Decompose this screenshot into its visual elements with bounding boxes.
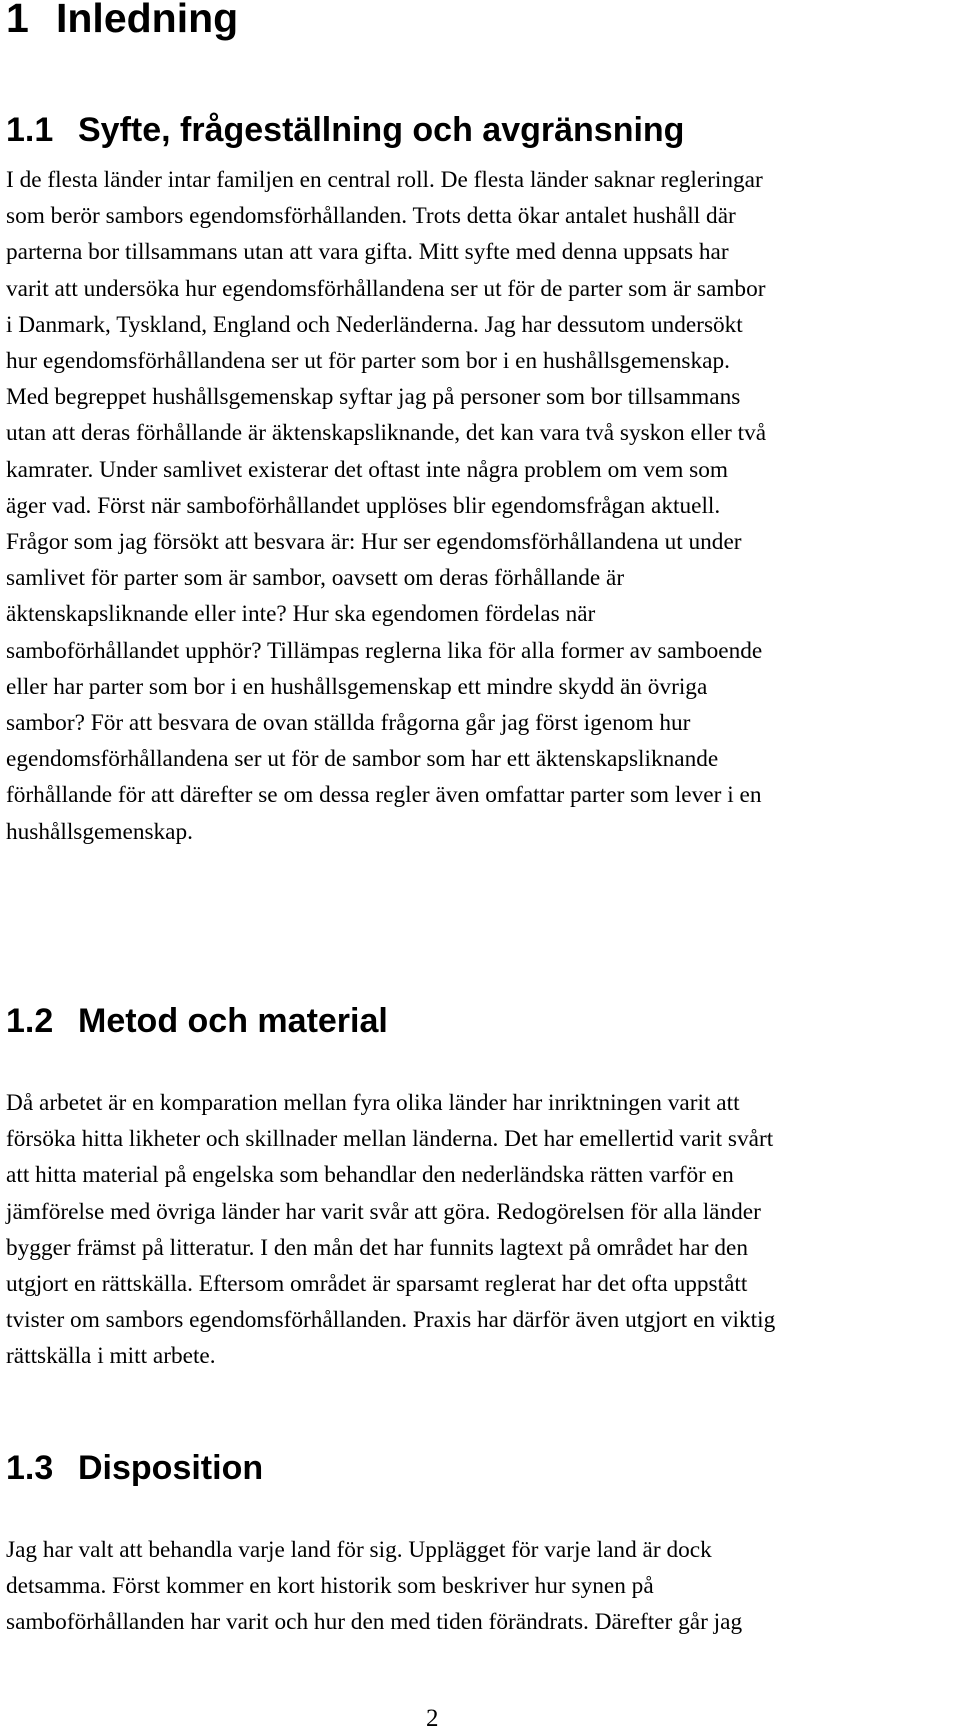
text-line: bygger främst på litteratur. I den mån det har funnits lagtext på området har den bbox=[6, 1234, 749, 1261]
text-line: samboförhållanden har varit och hur den med tiden förändrats. Därefter går jag bbox=[6, 1609, 743, 1636]
text-line: samboförhållandet upphör? Tillämpas reglerna lika för alla former av samboende bbox=[6, 637, 763, 664]
text-line: kamrater. Under samlivet existerar det oftast inte några problem om vem som bbox=[6, 456, 728, 483]
section-heading-syfte bbox=[6, 108, 684, 152]
text-line: hushållsgemenskap. bbox=[6, 818, 193, 845]
text-line: försöka hitta likheter och skillnader mellan länderna. Det har emellertid varit svårt bbox=[6, 1126, 774, 1153]
text-line: hur egendomsförhållandena ser ut för parter som bor i en hushållsgemenskap. bbox=[6, 348, 730, 375]
text-line: I de flesta länder intar familjen en central roll. De flesta länder saknar regleringar bbox=[6, 167, 763, 193]
chapter-title: Inledning bbox=[56, 0, 239, 41]
paragraph-metod bbox=[6, 1085, 956, 1375]
text-line: förhållande för att därefter se om dessa regler även omfattar parter som lever i en bbox=[6, 782, 762, 809]
text-line: att hitta material på engelska som behandlar den nederländska rätten varför en bbox=[6, 1162, 734, 1189]
text-line: äger vad. Först när samboförhållandet upplöses blir egendomsfrågan aktuell. bbox=[6, 492, 721, 519]
text-line: egendomsförhållandena ser ut för de sambor som har ett äktenskapsliknande bbox=[6, 746, 719, 773]
text-line: Med begreppet hushållsgemenskap syftar jag på personer som bor tillsammans bbox=[6, 384, 741, 411]
text-line: sambor? För att besvara de ovan ställda frågorna går jag först igenom hur bbox=[6, 710, 691, 737]
text-line: eller har parter som bor i en hushållsgemenskap ett mindre skydd än övriga bbox=[6, 673, 708, 700]
section-title: Metod och material bbox=[78, 1002, 388, 1040]
text-line: Frågor som jag försökt att besvara är: Hur ser egendomsförhållandena ut under bbox=[6, 529, 742, 556]
text-line: i Danmark, Tyskland, England och Nederländerna. Jag har dessutom undersökt bbox=[6, 311, 743, 338]
text-line: utan att deras förhållande är äktenskapsliknande, det kan vara två syskon eller två bbox=[6, 420, 767, 447]
section-title: Syfte, frågeställning och avgränsning bbox=[78, 111, 685, 149]
paragraph-disposition bbox=[6, 1532, 956, 1641]
page-number: 2 bbox=[426, 1705, 439, 1732]
section-heading-metod bbox=[6, 999, 388, 1043]
text-line: Jag har valt att behandla varje land för sig. Upplägget för varje land är dock bbox=[6, 1537, 712, 1563]
text-line: rättskälla i mitt arbete. bbox=[6, 1343, 216, 1370]
text-line: utgjort en rättskälla. Eftersom området är sparsamt reglerat har det ofta uppstått bbox=[6, 1271, 748, 1298]
section-number: 1.2 bbox=[6, 1002, 54, 1040]
chapter-heading bbox=[6, 0, 238, 46]
text-line: äktenskapsliknande eller inte? Hur ska egendomen fördelas när bbox=[6, 601, 596, 628]
section-heading-disposition bbox=[6, 1446, 263, 1490]
section-number: 1.1 bbox=[6, 111, 54, 149]
text-line: detsamma. Först kommer en kort historik som beskriver hur synen på bbox=[6, 1573, 654, 1600]
text-line: varit att undersöka hur egendomsförhållandena ser ut för de parter som är sambor bbox=[6, 275, 766, 302]
section-title: Disposition bbox=[78, 1449, 264, 1487]
text-line: som berör sambors egendomsförhållanden. Trots detta ökar antalet hushåll där bbox=[6, 203, 736, 230]
text-line: parterna bor tillsammans utan att vara gifta. Mitt syfte med denna uppsats har bbox=[6, 239, 729, 266]
chapter-number: 1 bbox=[6, 0, 29, 41]
text-line: jämförelse med övriga länder har varit svår att göra. Redogörelsen för alla länder bbox=[6, 1198, 761, 1225]
paragraph-syfte bbox=[6, 162, 956, 850]
section-number: 1.3 bbox=[6, 1449, 54, 1487]
text-line: tvister om sambors egendomsförhållanden. Praxis har därför även utgjort en viktig bbox=[6, 1307, 776, 1334]
text-line: Då arbetet är en komparation mellan fyra olika länder har inriktningen varit att bbox=[6, 1090, 740, 1116]
text-line: samlivet för parter som är sambor, oavsett om deras förhållande är bbox=[6, 565, 625, 592]
